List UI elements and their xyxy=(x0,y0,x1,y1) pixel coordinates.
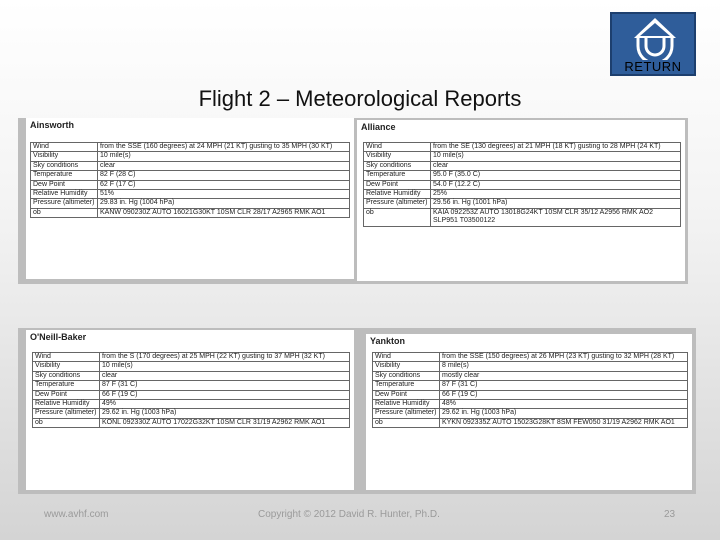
station-name: Ainsworth xyxy=(30,120,74,130)
label-sky: Sky conditions xyxy=(33,371,100,380)
value-sky: clear xyxy=(100,371,350,380)
return-button[interactable] xyxy=(610,12,696,76)
label-temperature: Temperature xyxy=(33,381,100,390)
label-dew-point: Dew Point xyxy=(31,180,98,189)
value-visibility: 10 mile(s) xyxy=(98,152,350,161)
label-wind: Wind xyxy=(33,353,100,362)
label-pressure: Pressure (altimeter) xyxy=(33,409,100,418)
weather-table xyxy=(363,142,681,227)
slide-title: Flight 2 – Meteorological Reports xyxy=(198,86,522,111)
label-sky: Sky conditions xyxy=(364,161,431,170)
value-ob: KAIA 092253Z AUTO 13018G24KT 10SM CLR 35/12 A2956 RMK AO2 SLP951 T03500122 xyxy=(431,208,681,226)
value-wind: from the S (170 degrees) at 25 MPH (22 KT) gusting to 37 MPH (32 KT) xyxy=(100,353,350,362)
value-humidity: 51% xyxy=(98,189,350,198)
station-name: Alliance xyxy=(361,122,396,132)
label-ob: ob xyxy=(31,208,98,217)
label-visibility: Visibility xyxy=(33,362,100,371)
value-temperature: 82 F (28 C) xyxy=(98,171,350,180)
footer-copyright: Copyright © 2012 David R. Hunter, Ph.D. xyxy=(258,509,440,520)
label-wind: Wind xyxy=(373,353,440,362)
value-humidity: 48% xyxy=(440,399,688,408)
value-temperature: 87 F (31 C) xyxy=(440,381,688,390)
value-pressure: 29.62 in. Hg (1003 hPa) xyxy=(440,409,688,418)
value-pressure: 29.62 in. Hg (1003 hPa) xyxy=(100,409,350,418)
value-dew-point: 54.0 F (12.2 C) xyxy=(431,180,681,189)
label-humidity: Relative Humidity xyxy=(373,399,440,408)
value-ob: KYKN 092335Z AUTO 15023G28KT 8SM FEW050 31/19 A2962 RMK AO1 xyxy=(440,418,688,427)
label-pressure: Pressure (altimeter) xyxy=(364,199,431,208)
label-visibility: Visibility xyxy=(31,152,98,161)
label-wind: Wind xyxy=(31,143,98,152)
label-pressure: Pressure (altimeter) xyxy=(373,409,440,418)
value-ob: KONL 092330Z AUTO 17022G32KT 10SM CLR 31/19 A2962 RMK AO1 xyxy=(100,418,350,427)
value-humidity: 49% xyxy=(100,399,350,408)
value-visibility: 8 mile(s) xyxy=(440,362,688,371)
label-visibility: Visibility xyxy=(373,362,440,371)
value-ob: KANW 090230Z AUTO 16021G30KT 10SM CLR 28/17 A2965 RMK AO1 xyxy=(98,208,350,217)
label-humidity: Relative Humidity xyxy=(33,399,100,408)
slide-number: 23 xyxy=(664,509,676,520)
value-wind: from the SSE (150 degrees) at 26 MPH (23 KT) gusting to 32 MPH (28 KT) xyxy=(440,353,688,362)
report-panel-yankton xyxy=(366,334,692,490)
value-temperature: 95.0 F (35.0 C) xyxy=(431,171,681,180)
value-pressure: 29.56 in. Hg (1001 hPa) xyxy=(431,199,681,208)
return-label: RETURN xyxy=(624,59,682,74)
station-name: Yankton xyxy=(370,336,406,346)
weather-table xyxy=(372,352,688,428)
weather-table xyxy=(32,352,350,428)
label-pressure: Pressure (altimeter) xyxy=(31,199,98,208)
report-panel-ainsworth xyxy=(26,118,354,279)
label-sky: Sky conditions xyxy=(31,161,98,170)
label-temperature: Temperature xyxy=(373,381,440,390)
value-wind: from the SSE (160 degrees) at 24 MPH (21 KT) gusting to 35 MPH (30 KT) xyxy=(98,143,350,152)
label-ob: ob xyxy=(373,418,440,427)
label-humidity: Relative Humidity xyxy=(31,189,98,198)
value-dew-point: 66 F (19 C) xyxy=(100,390,350,399)
report-panel-alliance xyxy=(357,120,685,281)
label-temperature: Temperature xyxy=(31,171,98,180)
label-humidity: Relative Humidity xyxy=(364,189,431,198)
value-humidity: 25% xyxy=(431,189,681,198)
label-dew-point: Dew Point xyxy=(33,390,100,399)
label-visibility: Visibility xyxy=(364,152,431,161)
label-wind: Wind xyxy=(364,143,431,152)
value-pressure: 29.83 in. Hg (1004 hPa) xyxy=(98,199,350,208)
station-name: O'Neill-Baker xyxy=(30,332,87,342)
report-panel-oneill-baker xyxy=(26,330,354,490)
footer-website: www.avhf.com xyxy=(44,509,109,520)
value-wind: from the SE (130 degrees) at 21 MPH (18 KT) gusting to 28 MPH (24 KT) xyxy=(431,143,681,152)
value-dew-point: 62 F (17 C) xyxy=(98,180,350,189)
value-sky: clear xyxy=(431,161,681,170)
value-temperature: 87 F (31 C) xyxy=(100,381,350,390)
weather-table xyxy=(30,142,350,218)
label-temperature: Temperature xyxy=(364,171,431,180)
label-ob: ob xyxy=(33,418,100,427)
label-sky: Sky conditions xyxy=(373,371,440,380)
label-dew-point: Dew Point xyxy=(373,390,440,399)
label-ob: ob xyxy=(364,208,431,226)
value-visibility: 10 mile(s) xyxy=(431,152,681,161)
value-sky: clear xyxy=(98,161,350,170)
value-dew-point: 66 F (19 C) xyxy=(440,390,688,399)
u-turn-arrow-icon xyxy=(632,16,678,60)
label-dew-point: Dew Point xyxy=(364,180,431,189)
value-sky: mostly clear xyxy=(440,371,688,380)
value-visibility: 10 mile(s) xyxy=(100,362,350,371)
